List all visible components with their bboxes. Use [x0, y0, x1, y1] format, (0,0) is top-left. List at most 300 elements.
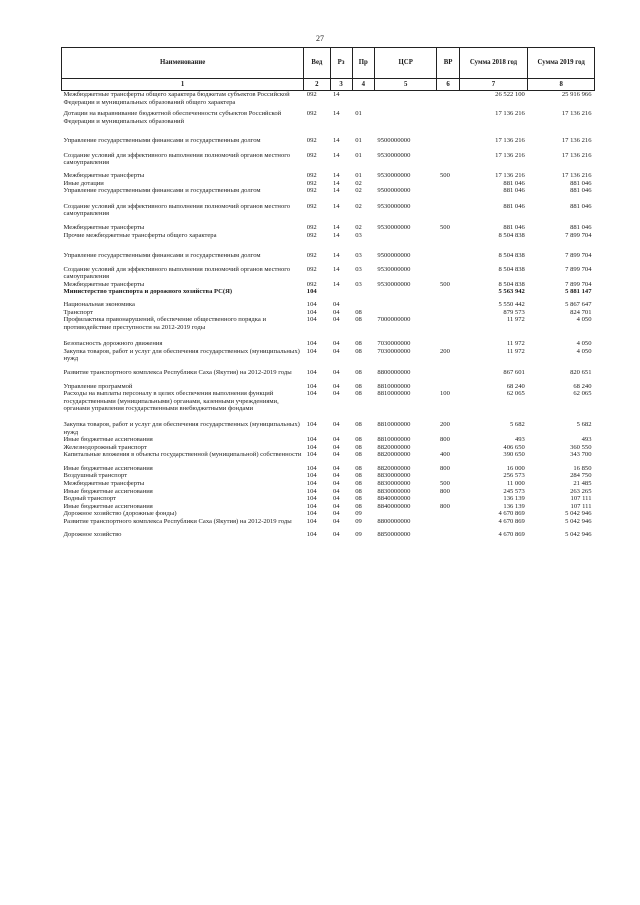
row-name: Безопасность дорожного движения [63, 340, 163, 348]
row-rz: 04 [333, 300, 340, 308]
row-ved: 092 [306, 172, 317, 180]
row-pr: 09 [355, 517, 362, 525]
row-sum-2018: 5 550 442 [498, 300, 525, 308]
row-sum-2019: 4 050 [576, 347, 592, 355]
row-sum-2018: 136 139 [503, 495, 525, 503]
row-csr: 8810000000 [377, 382, 411, 390]
table-row [62, 525, 595, 539]
row-name: Создание условий для эффективного выполнения полномочий органов местного самоуправления [63, 265, 291, 281]
row-name: Дотации на выравнивание бюджетной обеспеченности субъектов Российской Федерации и муниципальных образований [63, 110, 282, 125]
row-vr [437, 239, 459, 260]
row-csr: 8800000000 [377, 517, 411, 525]
row-ved: 092 [306, 137, 317, 145]
row-vr [437, 309, 459, 317]
row-name: Межбюджетные трансферты общего характера бюджетам субъектов Российской Федерации и муниципальных образований общего характера [63, 91, 290, 106]
row-sum-2018: 4 670 869 [498, 517, 525, 525]
row-sum-2019: 5 682 [576, 420, 592, 428]
row-vr [437, 444, 459, 452]
row-pr: 09 [355, 531, 362, 539]
row-name: Иные дотации [63, 179, 104, 187]
row-name: Иные бюджетные ассигнования [63, 502, 153, 510]
row-csr: 7030000000 [377, 340, 411, 348]
row-name: Управление государственными финансами и государственным долгом [63, 187, 261, 195]
row-sum-2018: 8 504 838 [498, 231, 525, 239]
table-row [62, 377, 595, 391]
row-csr: 8820000000 [377, 464, 411, 472]
row-vr: 200 [439, 420, 450, 428]
row-sum-2018: 16 000 [506, 464, 525, 472]
table-row [62, 436, 595, 444]
row-csr [374, 510, 437, 518]
row-pr: 03 [355, 252, 362, 260]
row-sum-2019: 5 881 147 [565, 288, 592, 296]
row-pr: 08 [355, 464, 362, 472]
row-rz: 14 [333, 151, 340, 159]
row-pr: 02 [355, 179, 362, 187]
row-vr: 800 [439, 436, 450, 444]
table-row [62, 309, 595, 317]
row-sum-2018: 62 065 [506, 390, 525, 398]
table-row [62, 281, 595, 289]
row-csr: 9530000000 [377, 280, 411, 288]
row-sum-2019: 7 899 704 [565, 231, 592, 239]
column-number-row [62, 79, 595, 91]
table-row [62, 348, 595, 363]
table-row [62, 239, 595, 260]
table-row [62, 488, 595, 496]
row-sum-2019: 343 700 [570, 451, 592, 459]
row-sum-2019: 17 136 216 [561, 110, 592, 118]
row-rz: 14 [333, 110, 340, 118]
row-sum-2018: 8 504 838 [498, 265, 525, 273]
row-pr: 08 [355, 472, 362, 480]
row-csr: 9530000000 [377, 172, 411, 180]
row-ved: 104 [306, 347, 317, 355]
row-vr [437, 495, 459, 503]
row-sum-2018: 245 573 [503, 487, 525, 495]
row-rz: 14 [333, 223, 340, 231]
row-pr [352, 296, 374, 309]
row-ved: 092 [306, 265, 317, 273]
row-sum-2019: 21 485 [573, 479, 592, 487]
row-name: Воздушный транспорт [63, 472, 128, 480]
row-name: Развитие транспортного комплекса Республики Саха (Якутия) на 2012-2019 годы [63, 517, 292, 525]
row-ved: 092 [306, 179, 317, 187]
row-sum-2018: 881 046 [503, 187, 525, 195]
table-row [62, 459, 595, 473]
row-rz: 14 [333, 280, 340, 288]
table-body [62, 91, 595, 540]
column-number: 2 [304, 79, 330, 91]
row-sum-2019: 7 899 704 [565, 252, 592, 260]
row-sum-2018: 5 682 [509, 420, 525, 428]
row-vr [437, 510, 459, 518]
row-sum-2018: 136 139 [503, 502, 525, 510]
row-csr: 8820000000 [377, 451, 411, 459]
row-rz: 04 [333, 472, 340, 480]
row-pr: 03 [355, 231, 362, 239]
row-ved: 104 [306, 502, 317, 510]
row-sum-2018: 11 972 [506, 340, 525, 348]
row-sum-2019: 5 867 647 [565, 300, 592, 308]
row-name: Расходы на выплаты персоналу в целях обеспечения выполнения функций государственными (муниципальными) органами, казенными учреждениями, органами управления государственными внебюджетными фондами [63, 390, 279, 413]
column-number: 3 [330, 79, 352, 91]
row-csr [374, 180, 437, 188]
row-sum-2019: 107 111 [570, 495, 592, 503]
row-vr [437, 525, 459, 539]
row-sum-2018: 8 504 838 [498, 252, 525, 260]
row-ved: 092 [306, 110, 317, 118]
row-ved: 104 [306, 510, 317, 518]
row-sum-2018: 493 [514, 436, 525, 444]
row-name: Национальная экономика [63, 300, 135, 308]
row-pr: 01 [355, 172, 362, 180]
column-number: 4 [352, 79, 374, 91]
row-pr: 01 [355, 151, 362, 159]
row-pr: 02 [355, 223, 362, 231]
row-name: Управление государственными финансами и государственным долгом [63, 252, 261, 260]
row-name: Создание условий для эффективного выполнения полномочий органов местного самоуправления [63, 202, 291, 218]
row-ved: 092 [306, 252, 317, 260]
row-csr: 9500000000 [377, 187, 411, 195]
row-name: Закупка товаров, работ и услуг для обеспечения государственных (муниципальных) нужд [63, 420, 300, 436]
table-row [62, 288, 595, 296]
table-row [62, 444, 595, 452]
row-sum-2018: 17 136 216 [495, 172, 525, 180]
table-row [62, 472, 595, 480]
row-vr: 100 [439, 390, 450, 398]
row-rz: 04 [333, 316, 340, 324]
row-csr [374, 296, 437, 309]
row-ved: 104 [306, 451, 317, 459]
row-sum-2018: 867 601 [503, 369, 525, 377]
row-csr: 8830000000 [377, 472, 411, 480]
row-rz: 04 [333, 487, 340, 495]
table-row [62, 390, 595, 413]
row-sum-2019: 493 [581, 436, 592, 444]
row-ved: 092 [306, 187, 317, 195]
table-row [62, 218, 595, 232]
row-ved: 104 [306, 316, 317, 324]
row-ved: 104 [306, 300, 317, 308]
row-ved: 092 [306, 91, 317, 98]
row-rz: 04 [333, 510, 340, 518]
row-pr [352, 288, 374, 296]
table-row [62, 232, 595, 240]
row-rz: 04 [333, 308, 340, 316]
row-name: Межбюджетные трансферты [63, 223, 145, 231]
row-rz: 04 [333, 436, 340, 444]
row-sum-2019: 7 899 704 [565, 280, 592, 288]
header-rz: Рз [330, 48, 352, 79]
row-pr: 02 [355, 202, 362, 210]
header-vr: ВР [437, 48, 459, 79]
row-sum-2018: 11 972 [506, 316, 525, 324]
row-pr: 08 [355, 340, 362, 348]
table-row [62, 91, 595, 107]
row-csr: 9500000000 [377, 252, 411, 260]
table-row [62, 316, 595, 331]
row-pr: 08 [355, 420, 362, 428]
row-sum-2019: 68 240 [573, 382, 592, 390]
row-pr: 08 [355, 436, 362, 444]
row-rz: 04 [333, 517, 340, 525]
row-sum-2019: 62 065 [573, 390, 592, 398]
table-row [62, 363, 595, 377]
row-pr: 03 [355, 265, 362, 273]
row-sum-2019: 107 111 [570, 502, 592, 510]
column-number: 5 [374, 79, 437, 91]
row-vr [437, 195, 459, 218]
table-row [62, 167, 595, 180]
row-sum-2019: 881 046 [570, 223, 592, 231]
row-sum-2018: 879 573 [503, 308, 525, 316]
row-sum-2019: 5 042 946 [565, 531, 592, 539]
row-sum-2019: 16 850 [573, 464, 592, 472]
header-name: Наименование [62, 48, 304, 79]
row-sum-2018: 8 504 838 [498, 280, 525, 288]
row-sum-2019: 360 550 [570, 443, 592, 451]
row-rz: 14 [333, 265, 340, 273]
row-name: Иные бюджетные ассигнования [63, 487, 153, 495]
row-vr: 500 [439, 280, 450, 288]
row-name: Управление государственными финансами и государственным долгом [63, 137, 261, 145]
row-rz: 14 [333, 172, 340, 180]
table-row [62, 187, 595, 195]
row-sum-2018: 4 670 869 [498, 531, 525, 539]
row-sum-2019: 284 750 [570, 472, 592, 480]
row-sum-2018: 4 670 869 [498, 510, 525, 518]
row-ved: 104 [306, 288, 317, 296]
row-vr [437, 180, 459, 188]
row-sum-2019: 824 701 [570, 308, 592, 316]
column-number: 8 [528, 79, 595, 91]
row-pr: 08 [355, 502, 362, 510]
row-vr [437, 125, 459, 145]
row-csr: 7000000000 [377, 316, 411, 324]
row-vr [437, 377, 459, 391]
row-csr: 9500000000 [377, 137, 411, 145]
row-sum-2018: 17 136 216 [495, 110, 525, 118]
row-ved: 104 [306, 390, 317, 398]
row-vr: 200 [439, 347, 450, 355]
row-vr [437, 288, 459, 296]
row-ved: 092 [306, 231, 317, 239]
row-ved: 092 [306, 223, 317, 231]
row-pr: 08 [355, 451, 362, 459]
row-rz: 14 [333, 91, 340, 98]
table-row [62, 296, 595, 309]
row-csr: 8810000000 [377, 390, 411, 398]
row-pr: 02 [355, 187, 362, 195]
row-vr [437, 472, 459, 480]
table-row [62, 195, 595, 218]
row-vr [437, 296, 459, 309]
row-pr: 03 [355, 280, 362, 288]
row-sum-2018: 26 522 100 [495, 91, 525, 98]
row-rz: 04 [333, 347, 340, 355]
row-ved: 104 [306, 517, 317, 525]
column-number: 7 [459, 79, 528, 91]
row-name: Межбюджетные трансферты [63, 479, 145, 487]
row-csr: 8850000000 [377, 531, 411, 539]
page-number: 27 [316, 34, 324, 43]
row-name: Водный транспорт [63, 495, 117, 503]
row-rz: 04 [333, 531, 340, 539]
row-name: Профилактика правонарушений, обеспечение общественного порядка и противодействие преступности на 2012-2019 годы [63, 316, 266, 331]
row-rz: 04 [333, 464, 340, 472]
table-row [62, 331, 595, 348]
row-sum-2018: 68 240 [506, 382, 525, 390]
row-name: Управление программой [63, 382, 133, 390]
row-csr: 8840000000 [377, 502, 411, 510]
row-csr: 8820000000 [377, 443, 411, 451]
row-name: Прочие межбюджетные трансферты общего характера [63, 231, 217, 239]
row-ved: 104 [306, 472, 317, 480]
row-sum-2018: 17 136 216 [495, 137, 525, 145]
row-name: Иные бюджетные ассигнования [63, 464, 153, 472]
row-vr: 500 [439, 223, 450, 231]
header-ved: Вед [304, 48, 330, 79]
row-csr: 8800000000 [377, 369, 411, 377]
row-pr: 08 [355, 479, 362, 487]
row-sum-2018: 406 650 [503, 443, 525, 451]
row-ved: 104 [306, 340, 317, 348]
row-name: Железнодорожный транспорт [63, 443, 147, 451]
row-sum-2019: 5 042 946 [565, 510, 592, 518]
row-ved: 104 [306, 369, 317, 377]
row-sum-2019: 881 046 [570, 187, 592, 195]
row-csr: 8840000000 [377, 495, 411, 503]
row-vr: 800 [439, 502, 450, 510]
row-pr: 01 [355, 110, 362, 118]
row-vr: 800 [439, 464, 450, 472]
row-rz: 04 [333, 479, 340, 487]
row-name: Министерство транспорта и дорожного хозяйства РС(Я) [63, 288, 233, 296]
row-sum-2019: 881 046 [570, 202, 592, 210]
table-row [62, 480, 595, 488]
row-name: Капитальные вложения в объекты государственной (муниципальной) собственности [63, 451, 302, 459]
row-sum-2019: 263 265 [570, 487, 592, 495]
row-vr [437, 316, 459, 331]
row-pr: 08 [355, 487, 362, 495]
row-ved: 104 [306, 464, 317, 472]
row-sum-2019: 17 136 216 [561, 172, 592, 180]
table-row [62, 125, 595, 145]
header-pr: Пр [352, 48, 374, 79]
row-sum-2019: 881 046 [570, 179, 592, 187]
row-ved: 104 [306, 531, 317, 539]
table-row [62, 145, 595, 167]
header-row [62, 48, 595, 79]
row-csr [374, 91, 437, 107]
row-ved: 104 [306, 487, 317, 495]
row-csr: 9530000000 [377, 265, 411, 273]
row-rz: 04 [333, 443, 340, 451]
row-name: Закупка товаров, работ и услуг для обеспечения государственных (муниципальных) нужд [63, 347, 300, 363]
row-pr: 01 [355, 137, 362, 145]
row-vr: 500 [439, 479, 450, 487]
row-ved: 104 [306, 382, 317, 390]
row-ved: 104 [306, 420, 317, 428]
row-pr: 08 [355, 443, 362, 451]
table-row [62, 106, 595, 125]
row-vr [437, 145, 459, 167]
row-vr: 500 [439, 172, 450, 180]
row-csr: 8810000000 [377, 420, 411, 428]
row-ved: 104 [306, 436, 317, 444]
header-csr: ЦСР [374, 48, 437, 79]
header-sum-2019: Сумма 2019 год [528, 48, 595, 79]
row-pr: 09 [355, 510, 362, 518]
row-csr: 9530000000 [377, 202, 411, 210]
row-name: Транспорт [63, 308, 93, 316]
table-row [62, 180, 595, 188]
row-rz: 04 [333, 382, 340, 390]
row-ved: 104 [306, 443, 317, 451]
row-sum-2019: 5 042 946 [565, 517, 592, 525]
row-ved: 104 [306, 495, 317, 503]
budget-table [61, 47, 595, 539]
row-vr [437, 106, 459, 125]
row-csr: 9530000000 [377, 151, 411, 159]
row-vr: 400 [439, 451, 450, 459]
row-ved: 092 [306, 151, 317, 159]
table-row [62, 260, 595, 281]
row-rz: 04 [333, 369, 340, 377]
row-rz: 04 [333, 502, 340, 510]
row-sum-2019: 4 050 [576, 340, 592, 348]
row-ved: 104 [306, 479, 317, 487]
row-vr [437, 187, 459, 195]
row-rz: 04 [333, 495, 340, 503]
row-sum-2018: 5 563 942 [498, 288, 525, 296]
row-pr: 08 [355, 495, 362, 503]
row-ved: 104 [306, 308, 317, 316]
row-name: Межбюджетные трансферты [63, 172, 145, 180]
row-vr [437, 518, 459, 526]
table-row [62, 495, 595, 503]
table-row [62, 413, 595, 436]
row-sum-2018: 11 972 [506, 347, 525, 355]
row-rz: 04 [333, 340, 340, 348]
row-csr: 9530000000 [377, 223, 411, 231]
row-sum-2018: 881 046 [503, 223, 525, 231]
column-number: 6 [437, 79, 459, 91]
row-rz: 14 [333, 202, 340, 210]
row-rz: 14 [333, 179, 340, 187]
row-vr [437, 260, 459, 281]
row-sum-2018: 881 046 [503, 179, 525, 187]
row-name: Развитие транспортного комплекса Республики Саха (Якутия) на 2012-2019 годы [63, 369, 292, 377]
row-rz: 04 [333, 390, 340, 398]
row-name: Дорожное хозяйство [63, 531, 122, 539]
row-csr [374, 309, 437, 317]
row-sum-2019: 820 651 [570, 369, 592, 377]
row-rz: 14 [333, 187, 340, 195]
row-csr: 8830000000 [377, 487, 411, 495]
row-ved: 092 [306, 280, 317, 288]
row-rz: 14 [333, 231, 340, 239]
row-pr: 08 [355, 308, 362, 316]
row-name: Дорожное хозяйство (дорожные фонды) [63, 510, 177, 518]
row-rz [330, 288, 352, 296]
row-vr [437, 363, 459, 377]
table-row [62, 451, 595, 459]
row-name: Создание условий для эффективного выполнения полномочий органов местного самоуправления [63, 151, 291, 167]
row-ved: 092 [306, 202, 317, 210]
row-csr [374, 106, 437, 125]
